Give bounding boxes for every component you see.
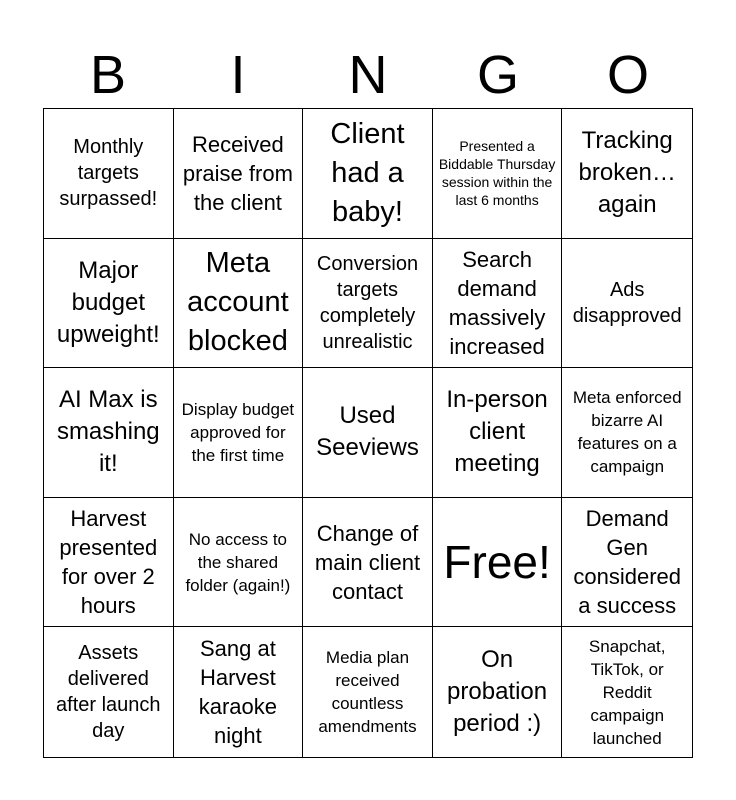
- bingo-header: [43, 40, 693, 110]
- bingo-cell-label: Display budget approved for the first time: [181, 399, 295, 465]
- bingo-cell[interactable]: [303, 627, 433, 757]
- bingo-cell[interactable]: [433, 239, 563, 369]
- bingo-cell[interactable]: [562, 498, 692, 628]
- bingo-cell[interactable]: [44, 368, 174, 498]
- bingo-cell-label: Monthly targets surpassed!: [59, 136, 158, 211]
- bingo-cell[interactable]: [174, 368, 304, 498]
- bingo-cell-label: On probation period :): [447, 646, 548, 738]
- bingo-cell-label: Presented a Biddable Thursday session within the last 6 months: [438, 138, 556, 209]
- bingo-cell-label: Tracking broken… again: [578, 127, 676, 219]
- bingo-cell-label: Media plan received countless amendments: [318, 648, 417, 737]
- bingo-cell[interactable]: [174, 109, 304, 239]
- bingo-cell[interactable]: [303, 368, 433, 498]
- bingo-cell-label: Snapchat, TikTok, or Reddit campaign launched: [588, 636, 666, 748]
- bingo-cell-label: Meta account blocked: [187, 247, 289, 358]
- header-letter-b: B: [89, 45, 127, 105]
- bingo-cell[interactable]: [174, 498, 304, 628]
- bingo-cell-label: Assets delivered after launch day: [56, 642, 161, 743]
- bingo-cell-label: In-person client meeting: [446, 386, 548, 478]
- bingo-cell[interactable]: [303, 239, 433, 369]
- bingo-cell-label: Change of main client contact: [314, 520, 421, 604]
- bingo-cell[interactable]: [44, 109, 174, 239]
- bingo-cell[interactable]: [44, 627, 174, 757]
- bingo-cell[interactable]: [174, 239, 304, 369]
- bingo-cell-label: No access to the shared folder (again!): [185, 529, 291, 595]
- bingo-cell-label: Conversion targets completely unrealistic: [316, 252, 419, 353]
- bingo-cell[interactable]: [562, 239, 692, 369]
- header-letter-g: G: [476, 45, 519, 105]
- bingo-cell-label: Received praise from the client: [182, 131, 293, 215]
- bingo-cell-label: Harvest presented for over 2 hours: [59, 506, 158, 619]
- bingo-cell-label: AI Max is smashing it!: [56, 386, 160, 478]
- bingo-cell-label: Client had a baby!: [330, 117, 405, 228]
- bingo-cell[interactable]: [562, 627, 692, 757]
- bingo-cell[interactable]: [433, 368, 563, 498]
- bingo-cell[interactable]: [562, 368, 692, 498]
- bingo-cell-label: Meta enforced bizarre AI features on a campaign: [572, 388, 682, 477]
- bingo-free-cell[interactable]: [433, 498, 563, 628]
- bingo-cell[interactable]: [44, 498, 174, 628]
- bingo-cell[interactable]: [303, 109, 433, 239]
- bingo-cell[interactable]: [433, 627, 563, 757]
- bingo-cell-label: Demand Gen considered a success: [573, 506, 682, 619]
- bingo-cell[interactable]: [303, 498, 433, 628]
- bingo-cell-label: Major budget upweight!: [56, 256, 160, 348]
- header-letter-o: O: [606, 45, 649, 105]
- bingo-cell[interactable]: [562, 109, 692, 239]
- bingo-cell-label: Search demand massively increased: [448, 246, 546, 359]
- bingo-cell-label: Sang at Harvest karaoke night: [198, 636, 278, 749]
- bingo-cell-label: Used Seeviews: [316, 402, 419, 462]
- bingo-cell[interactable]: [433, 109, 563, 239]
- header-letter-n: N: [348, 45, 388, 105]
- bingo-grid: [43, 108, 693, 758]
- bingo-cell[interactable]: [44, 239, 174, 369]
- bingo-cell-label: Ads disapproved: [572, 278, 682, 327]
- bingo-cell-label: Free!: [443, 536, 551, 589]
- header-letter-i: I: [230, 45, 246, 105]
- bingo-cell[interactable]: [174, 627, 304, 757]
